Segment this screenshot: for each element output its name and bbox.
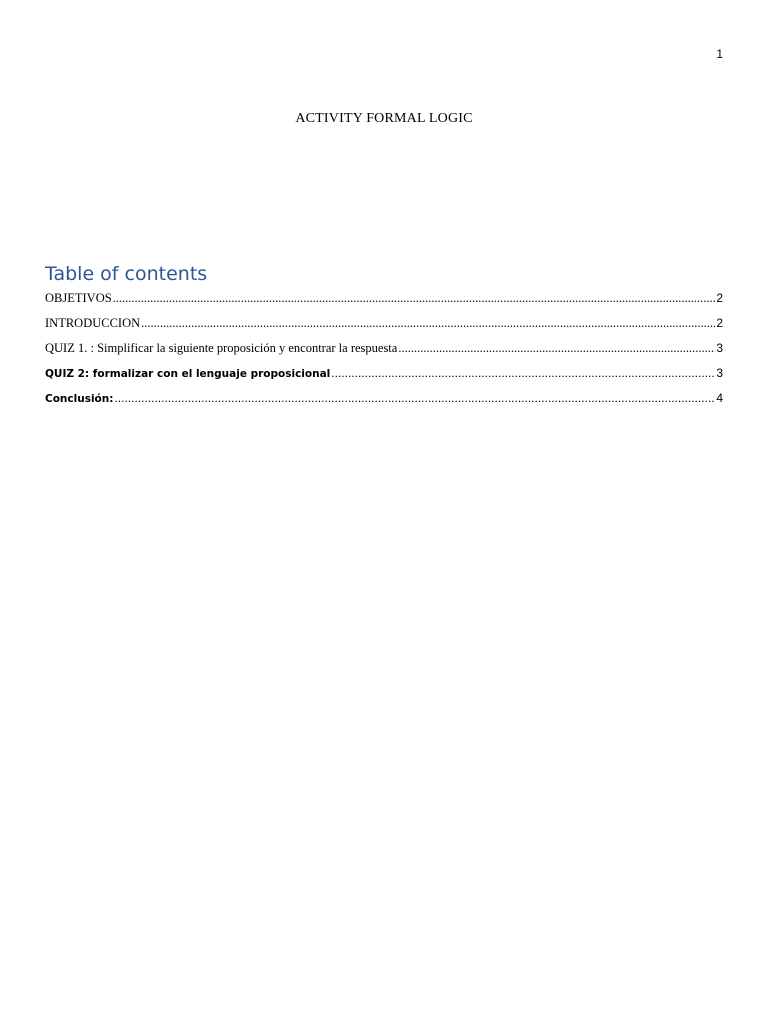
toc-entry-page: 3 (716, 341, 723, 355)
toc-entry-conclusion[interactable] (45, 389, 723, 407)
toc-entry-page: 2 (716, 316, 723, 330)
toc-entry-label: QUIZ 1. : Simplificar la siguiente proposición y encontrar la respuesta (45, 341, 398, 355)
toc-entry-page: 2 (716, 291, 723, 305)
toc-entry-page: 4 (716, 391, 723, 405)
page-number: 1 (716, 47, 723, 61)
toc-entry-label: Conclusión: (45, 393, 114, 405)
toc-dot-leader (141, 314, 715, 332)
toc-dot-leader (114, 389, 715, 407)
toc-dot-leader (113, 289, 716, 307)
toc-entry-quiz-1[interactable] (45, 339, 723, 357)
toc-entry-quiz-2[interactable] (45, 364, 723, 382)
toc-dot-leader (331, 364, 715, 382)
toc-entry-label: INTRODUCCION (45, 316, 141, 330)
toc-heading: Table of contents (45, 263, 208, 285)
toc-entry-page: 3 (716, 366, 723, 380)
toc-entry-objetivos[interactable] (45, 289, 723, 307)
document-title: ACTIVITY FORMAL LOGIC (295, 111, 473, 126)
toc-entry-introduccion[interactable] (45, 314, 723, 332)
toc-entry-label: QUIZ 2: formalizar con el lenguaje proposicional (45, 368, 331, 380)
table-of-contents (45, 289, 723, 414)
toc-dot-leader (398, 339, 715, 357)
toc-entry-label: OBJETIVOS (45, 291, 112, 305)
